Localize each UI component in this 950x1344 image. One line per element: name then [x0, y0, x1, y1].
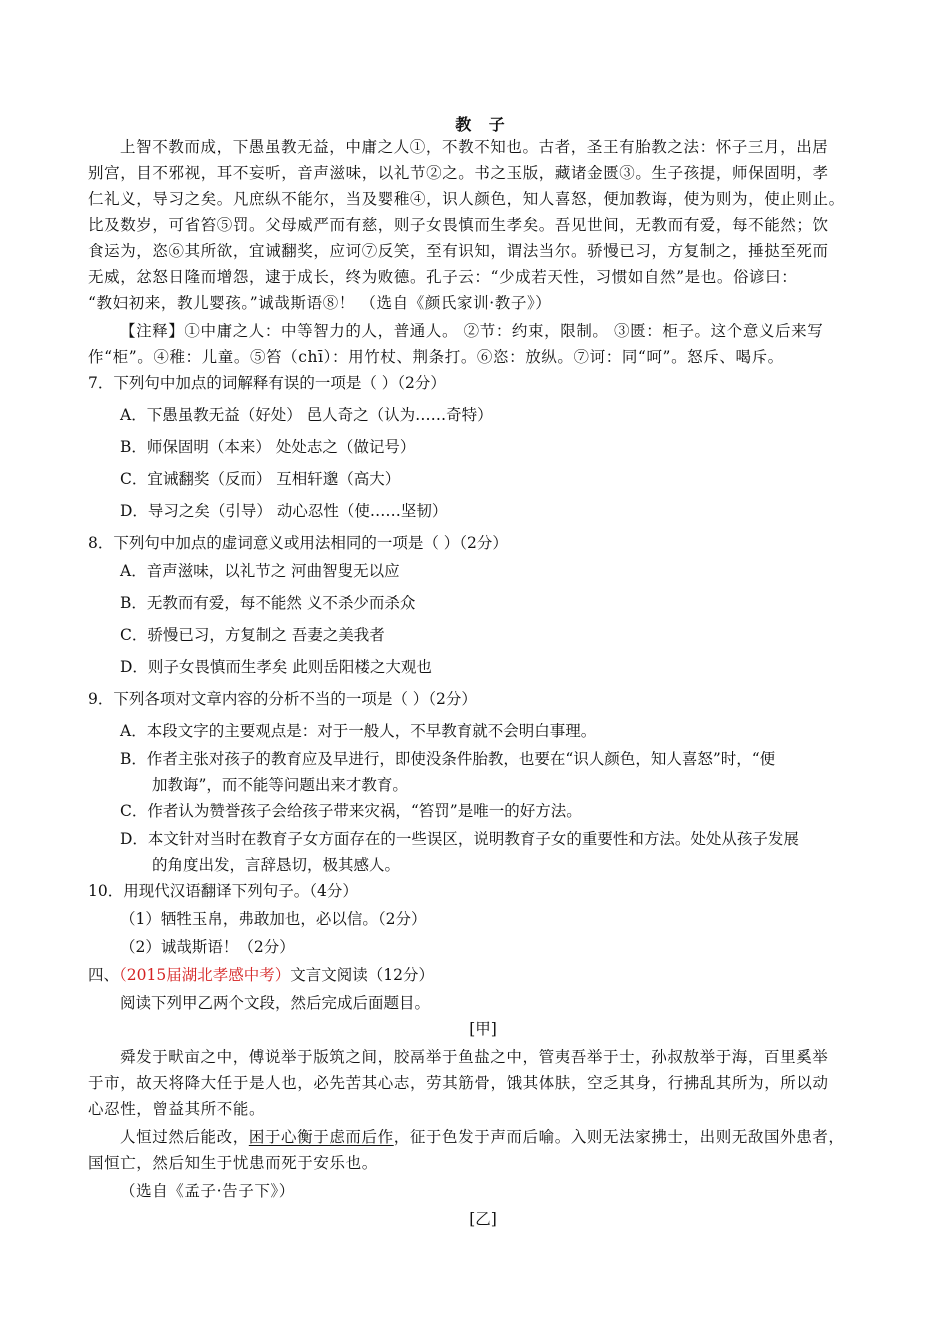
question-7-option-c: C．宜诫翻奖（反而） 互相轩邈（高大） — [120, 470, 401, 488]
question-7-option-a: A．下愚虽教无益（好处） 邑人奇之（认为……奇特） — [120, 406, 493, 424]
question-10-item-2: （2）诚哉斯语！（2分） — [120, 938, 295, 956]
question-9-option-a: A．本段文字的主要观点是：对于一般人，不早教育就不会明白事理。 — [120, 722, 597, 740]
question-9-option-d-cont: 的角度出发，言辞恳切，极其感人。 — [152, 856, 401, 874]
section-4-title: 文言文阅读（12分） — [290, 966, 434, 984]
passage-line: 食运为，恣⑥其所欲，宜诫翻奖，应诃⑦反笑，至有识知，谓法当尔。骄慢已习，方复制之，捶挞至死而 — [88, 242, 829, 260]
question-8-stem: 8．下列句中加点的虚词意义或用法相同的一项是（ ）（2分） — [88, 534, 508, 552]
passage-line: 比及数岁，可省笞⑤罚。父母威严而有慈，则子女畏慎而生孝矣。吾见世间，无教而有爱，每不能然；饮 — [88, 216, 829, 234]
passage-line: 上智不教而成，下愚虽教无益，中庸之人①，不教不知也。古者，圣王有胎教之法：怀子三月，出居 — [120, 138, 829, 156]
question-8-option-c: C．骄慢已习，方复制之 吾妻之美我者 — [120, 626, 385, 644]
jia-line: 国恒亡，然后知生于忧患而死于安乐也。 — [88, 1154, 378, 1172]
passage-title: 教 子 — [455, 115, 511, 134]
question-7-stem: 7．下列句中加点的词解释有误的一项是（ ）（2分） — [88, 374, 446, 392]
section-4-heading — [88, 964, 434, 986]
question-9-option-b-cont: 加教诲”，而不能等问题出来才教育。 — [152, 776, 408, 794]
jia-line: 心忍性，曾益其所不能。 — [88, 1100, 266, 1118]
passage-line: 别宫，目不邪视，耳不妄听，音声滋味，以礼节②之。书之玉版，藏诸金匮③。生子孩提，师保固明，孝 — [88, 164, 829, 182]
jia-p2-text: ，征于色发于声而后喻。入则无法家拂士，出则无敌国外患者， — [393, 1128, 845, 1146]
question-10-item-1: （1）牺牲玉帛，弗敢加也，必以信。（2分） — [120, 910, 427, 928]
question-9-option-b: B．作者主张对孩子的教育应及早进行，即使没条件胎教，也要在“识人颜色，知人喜怒”时，“便 — [120, 750, 776, 768]
jia-label: [甲] — [469, 1020, 497, 1038]
section-4-instruction: 阅读下列甲乙两个文段，然后完成后面题目。 — [120, 994, 431, 1012]
notes-line: 【注释】①中庸之人：中等智力的人，普通人。 ②节：约束，限制。 ③匮：柜子。这个意义后来写 — [120, 322, 824, 340]
notes-line: 作“柜”。④稚：儿童。⑤笞（chī）：用竹杖、荆条打。⑥恣：放纵。⑦诃：同“呵”。怒斥、喝斥。 — [88, 348, 784, 366]
question-8-option-a: A．音声滋味，以礼节之 河曲智叟无以应 — [120, 562, 400, 580]
question-7-option-d: D．导习之矣（引导） 动心忍性（使……坚韧） — [120, 502, 448, 520]
question-7-option-b: B．师保固明（本来） 处处志之（做记号） — [120, 438, 416, 456]
question-9-stem: 9．下列各项对文章内容的分析不当的一项是（ ）（2分） — [88, 690, 477, 708]
jia-paragraph-2 — [120, 1126, 845, 1148]
passage-line: 仁礼义，导习之矣。凡庶纵不能尔，当及婴稚④，识人颜色，知人喜怒，便加教诲，使为则为，使止则止。 — [88, 190, 845, 208]
yi-label: [乙] — [469, 1210, 497, 1228]
question-10-stem: 10．用现代汉语翻译下列句子。（4分） — [88, 882, 358, 900]
section-4-prefix: 四、 — [88, 966, 120, 984]
jia-line: 于市，故天将降大任于是人也，必先苦其心志，劳其筋骨，饿其体肤，空乏其身，行拂乱其所为，所以动 — [88, 1074, 829, 1092]
passage-line: 无威，忿怒日隆而增怨，逮于成长，终为败德。孔子云：“少成若天性，习惯如自然”是也。俗谚曰： — [88, 268, 798, 286]
question-8-option-d: D．则子女畏慎而生孝矣 此则岳阳楼之大观也 — [120, 658, 432, 676]
jia-source: （选自《孟子·告子下》） — [120, 1182, 295, 1200]
jia-p2-underlined: 困于心衡于虑而后作 — [248, 1128, 394, 1146]
question-9-option-c: C．作者认为赞誉孩子会给孩子带来灾祸，“笞罚”是唯一的好方法。 — [120, 802, 582, 820]
question-9-option-d: D．本文针对当时在教育子女方面存在的一些误区，说明教育子女的重要性和方法。处处从孩子发展 — [120, 830, 799, 848]
section-4-source: （2015届湖北孝感中考） — [119, 966, 291, 984]
question-8-option-b: B．无教而有爱，每不能然 义不杀少而杀众 — [120, 594, 416, 612]
passage-line: “教妇初来，教儿婴孩。”诚哉斯语⑧！ （选自《颜氏家训·教子》） — [88, 294, 552, 312]
jia-line: 舜发于畎亩之中，傅说举于版筑之间，胶鬲举于鱼盐之中，管夷吾举于士，孙叔敖举于海，百里奚举 — [120, 1048, 829, 1066]
jia-p2-text: 人恒过然后能改， — [120, 1128, 249, 1146]
